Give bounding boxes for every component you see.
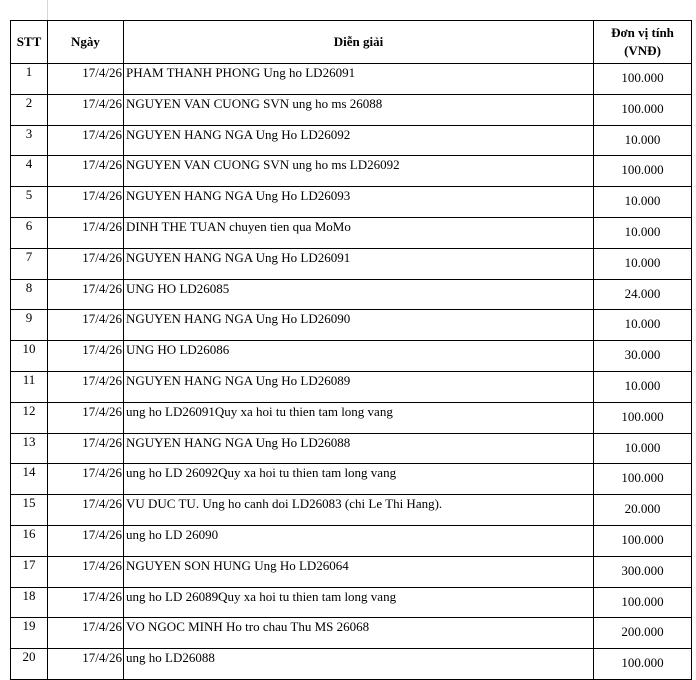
row-amount: 10.000 [594, 310, 692, 341]
row-description: ung ho LD26088 [124, 649, 594, 680]
row-date: 17/4/26 [48, 587, 124, 618]
row-date: 17/4/26 [48, 402, 124, 433]
row-amount: 30.000 [594, 341, 692, 372]
table-row [11, 433, 692, 464]
row-stt: 18 [11, 587, 48, 618]
header-description: Diễn giải [124, 21, 594, 64]
row-amount: 10.000 [594, 217, 692, 248]
row-date: 17/4/26 [48, 94, 124, 125]
table-row [11, 464, 692, 495]
row-stt: 3 [11, 125, 48, 156]
row-stt: 17 [11, 556, 48, 587]
row-description: NGUYEN HANG NGA Ung Ho LD26089 [124, 371, 594, 402]
row-stt: 10 [11, 341, 48, 372]
row-description: PHAM THANH PHONG Ung ho LD26091 [124, 64, 594, 95]
row-stt: 20 [11, 649, 48, 680]
row-description: ung ho LD 26092Quy xa hoi tu thien tam long vang [124, 464, 594, 495]
row-date: 17/4/26 [48, 525, 124, 556]
table-row [11, 402, 692, 433]
row-amount: 10.000 [594, 371, 692, 402]
row-amount: 100.000 [594, 587, 692, 618]
row-stt: 5 [11, 187, 48, 218]
row-date: 17/4/26 [48, 187, 124, 218]
row-stt: 19 [11, 618, 48, 649]
row-date: 17/4/26 [48, 649, 124, 680]
row-amount: 24.000 [594, 279, 692, 310]
row-amount: 100.000 [594, 64, 692, 95]
row-description: VU DUC TU. Ung ho canh doi LD26083 (chi Le Thi Hang). [124, 495, 594, 526]
row-stt: 12 [11, 402, 48, 433]
row-description: ung ho LD 26090 [124, 525, 594, 556]
table-row [11, 618, 692, 649]
donation-table [10, 20, 692, 680]
row-stt: 15 [11, 495, 48, 526]
row-stt: 4 [11, 156, 48, 187]
row-description: NGUYEN HANG NGA Ung Ho LD26092 [124, 125, 594, 156]
row-date: 17/4/26 [48, 556, 124, 587]
row-date: 17/4/26 [48, 371, 124, 402]
table-row [11, 649, 692, 680]
row-amount: 100.000 [594, 94, 692, 125]
row-stt: 16 [11, 525, 48, 556]
row-date: 17/4/26 [48, 64, 124, 95]
row-amount: 10.000 [594, 433, 692, 464]
row-amount: 10.000 [594, 187, 692, 218]
row-description: NGUYEN HANG NGA Ung Ho LD26093 [124, 187, 594, 218]
table-row [11, 125, 692, 156]
column-divider-mark [47, 0, 48, 20]
row-date: 17/4/26 [48, 433, 124, 464]
row-date: 17/4/26 [48, 125, 124, 156]
row-date: 17/4/26 [48, 156, 124, 187]
row-description: ung ho LD 26089Quy xa hoi tu thien tam long vang [124, 587, 594, 618]
row-amount: 300.000 [594, 556, 692, 587]
header-stt: STT [11, 21, 48, 64]
table-row [11, 279, 692, 310]
row-description: UNG HO LD26086 [124, 341, 594, 372]
row-stt: 8 [11, 279, 48, 310]
row-amount: 10.000 [594, 248, 692, 279]
row-description: NGUYEN SON HUNG Ung Ho LD26064 [124, 556, 594, 587]
row-date: 17/4/26 [48, 341, 124, 372]
table-row [11, 556, 692, 587]
table-row [11, 64, 692, 95]
row-description: NGUYEN VAN CUONG SVN ung ho ms 26088 [124, 94, 594, 125]
row-date: 17/4/26 [48, 495, 124, 526]
table-row [11, 217, 692, 248]
header-unit-line1: Đơn vị tính [611, 25, 674, 40]
table-header-row [11, 21, 692, 64]
row-stt: 7 [11, 248, 48, 279]
table-row [11, 525, 692, 556]
table-row [11, 587, 692, 618]
row-amount: 100.000 [594, 464, 692, 495]
row-description: UNG HO LD26085 [124, 279, 594, 310]
row-stt: 14 [11, 464, 48, 495]
row-amount: 10.000 [594, 125, 692, 156]
row-date: 17/4/26 [48, 464, 124, 495]
row-description: VO NGOC MINH Ho tro chau Thu MS 26068 [124, 618, 594, 649]
row-date: 17/4/26 [48, 618, 124, 649]
row-stt: 9 [11, 310, 48, 341]
row-stt: 6 [11, 217, 48, 248]
row-stt: 1 [11, 64, 48, 95]
header-unit [594, 21, 692, 64]
table-row [11, 341, 692, 372]
table-row [11, 371, 692, 402]
row-amount: 20.000 [594, 495, 692, 526]
row-amount: 200.000 [594, 618, 692, 649]
table-row [11, 156, 692, 187]
row-amount: 100.000 [594, 525, 692, 556]
row-description: NGUYEN HANG NGA Ung Ho LD26088 [124, 433, 594, 464]
table-row [11, 248, 692, 279]
top-strip [0, 0, 696, 20]
header-date: Ngày [48, 21, 124, 64]
table-row [11, 187, 692, 218]
table-row [11, 94, 692, 125]
table-row [11, 310, 692, 341]
row-description: NGUYEN HANG NGA Ung Ho LD26091 [124, 248, 594, 279]
row-date: 17/4/26 [48, 310, 124, 341]
row-description: ung ho LD26091Quy xa hoi tu thien tam long vang [124, 402, 594, 433]
row-stt: 13 [11, 433, 48, 464]
row-date: 17/4/26 [48, 217, 124, 248]
table-row [11, 495, 692, 526]
row-stt: 11 [11, 371, 48, 402]
row-date: 17/4/26 [48, 279, 124, 310]
row-stt: 2 [11, 94, 48, 125]
row-amount: 100.000 [594, 402, 692, 433]
row-amount: 100.000 [594, 156, 692, 187]
row-amount: 100.000 [594, 649, 692, 680]
row-date: 17/4/26 [48, 248, 124, 279]
row-description: NGUYEN VAN CUONG SVN ung ho ms LD26092 [124, 156, 594, 187]
row-description: NGUYEN HANG NGA Ung Ho LD26090 [124, 310, 594, 341]
header-unit-line2: (VNĐ) [624, 43, 661, 58]
row-description: DINH THE TUAN chuyen tien qua MoMo [124, 217, 594, 248]
